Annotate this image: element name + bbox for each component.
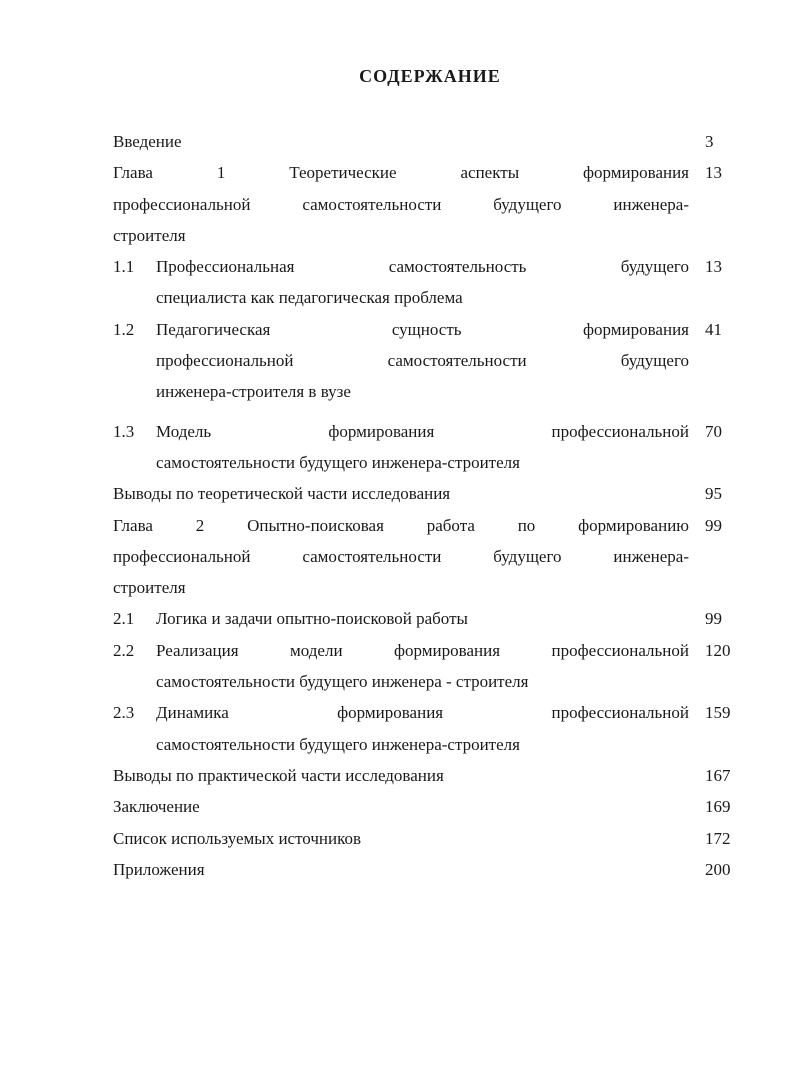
toc-entry-text: Логика и задачи опытно-поисковой работы [156, 609, 468, 629]
page-title: СОДЕРЖАНИЕ [359, 66, 501, 86]
toc-entry-text: Выводы по теоретической части исследования [113, 484, 451, 504]
toc-page-number: 200 [705, 859, 731, 879]
toc-entry-conclusion[interactable] [113, 791, 740, 822]
toc-entry-section-1-2[interactable] [113, 314, 740, 408]
toc-page-number: 70 [705, 421, 722, 441]
toc-entry-text: самостоятельности будущего инженера-строителя [156, 452, 520, 472]
toc-entry-text: Педагогическая сущность формирования [156, 319, 689, 339]
toc-page-number: 172 [705, 828, 731, 848]
toc-entry-references[interactable] [113, 823, 740, 854]
toc-entry-text: Реализация модели формирования профессиональной [156, 640, 689, 660]
toc-section-number: 1.1 [113, 257, 135, 277]
toc-entry-text: инженера-строителя в вузе [156, 382, 351, 402]
toc-entry-text: Динамика формирования профессиональной [156, 703, 689, 723]
toc-entry-theory-conclusions[interactable] [113, 478, 740, 509]
toc-section-number: 1.2 [113, 319, 135, 339]
toc-entry-text: самостоятельности будущего инженера-строителя [156, 734, 520, 754]
toc-section-number: 2.1 [113, 609, 135, 629]
toc-entry-text: Модель формирования профессиональной [156, 421, 689, 441]
toc-page-number: 99 [705, 515, 722, 535]
toc-entry-text: Список используемых источников [113, 828, 362, 848]
toc-page-number: 167 [705, 765, 731, 785]
toc-entry-chapter-1[interactable] [113, 157, 740, 251]
toc-page-number: 120 [705, 640, 731, 660]
toc-entry-text: Приложения [113, 859, 205, 879]
toc-entry-text: Глава 2 Опытно-поисковая работа по формированию [113, 515, 689, 535]
toc-page-number: 95 [705, 484, 722, 504]
toc-entry-section-2-1[interactable] [113, 603, 740, 634]
toc-entry-section-1-1[interactable] [113, 251, 740, 314]
toc-entry-text: самостоятельности будущего инженера - строителя [156, 672, 529, 692]
toc-entry-practice-conclusions[interactable] [113, 760, 740, 791]
toc-page-number: 13 [705, 257, 722, 277]
toc-entry-section-2-3[interactable] [113, 697, 740, 760]
toc-entry-text: Выводы по практической части исследования [113, 765, 444, 785]
spacer [113, 408, 740, 416]
toc-section-number: 2.2 [113, 640, 135, 660]
toc-entry-text: Введение [113, 132, 182, 151]
toc-entry-appendices[interactable] [113, 854, 740, 885]
toc-entry-section-2-2[interactable] [113, 635, 740, 698]
toc-entry-chapter-2[interactable] [113, 510, 740, 604]
toc-entry-introduction[interactable] [113, 126, 740, 157]
toc-entry-text: профессиональной самостоятельности будущего инженера- [113, 194, 689, 214]
toc-entry-text: специалиста как педагогическая проблема [156, 288, 463, 308]
table-of-contents [113, 126, 740, 885]
toc-page-number: 99 [705, 609, 722, 629]
toc-page-number: 3 [705, 132, 714, 151]
toc-page-number: 169 [705, 797, 731, 817]
toc-entry-text: профессиональной самостоятельности будущего [156, 351, 689, 371]
toc-entry-text: Профессиональная самостоятельность будущего [156, 257, 689, 277]
toc-section-number: 1.3 [113, 421, 135, 441]
toc-entry-text: профессиональной самостоятельности будущего инженера- [113, 546, 689, 566]
toc-page-number: 13 [705, 163, 722, 183]
toc-entry-text: Заключение [113, 797, 200, 817]
toc-page-number: 159 [705, 703, 731, 723]
toc-entry-text: строителя [113, 578, 186, 598]
toc-entry-section-1-3[interactable] [113, 416, 740, 479]
toc-entry-text: Глава 1 Теоретические аспекты формирования [113, 163, 689, 183]
toc-page-number: 41 [705, 319, 722, 339]
toc-section-number: 2.3 [113, 703, 135, 723]
toc-entry-text: строителя [113, 225, 186, 245]
